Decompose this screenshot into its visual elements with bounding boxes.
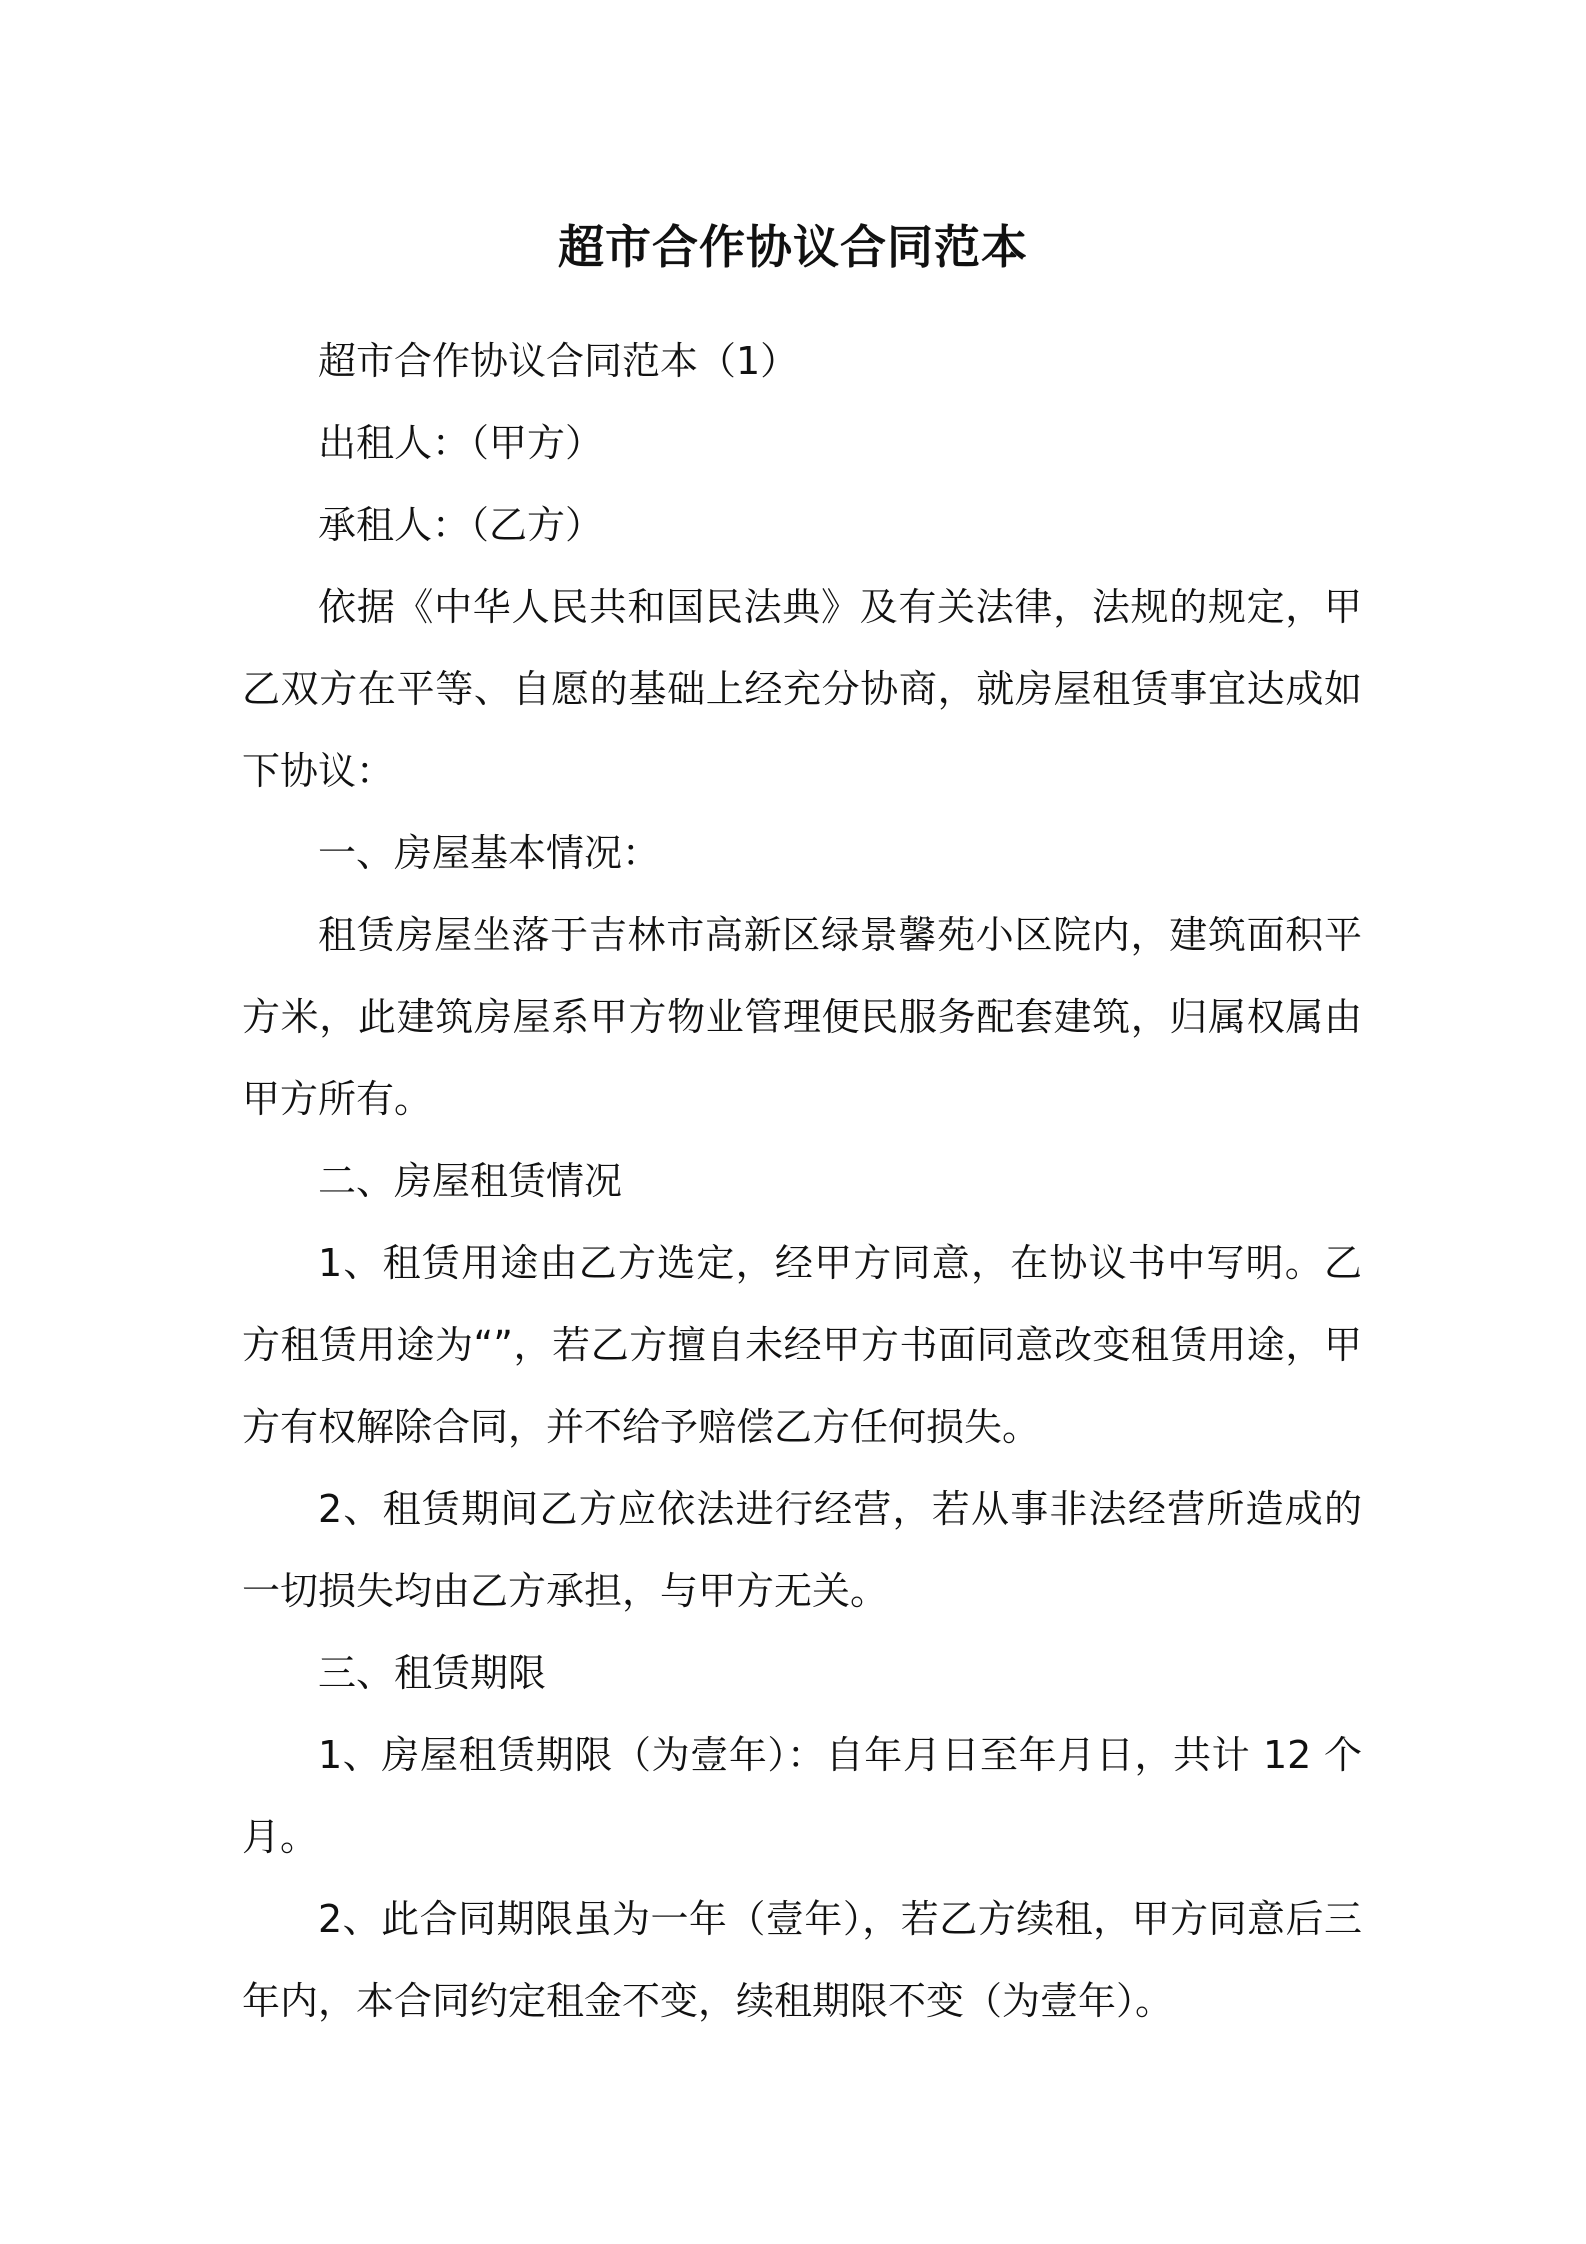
clause-legal-operation: 2、租赁期间乙方应依法进行经营，若从事非法经营所造成的一切损失均由乙方承担，与甲方无关。 xyxy=(242,1487,1362,1613)
paragraph-lessor: 出租人：（甲方） xyxy=(318,421,604,465)
section-heading-basic-info: 一、房屋基本情况： xyxy=(318,831,661,875)
document-body xyxy=(242,320,1362,2042)
section-heading-lease-situation: 二、房屋租赁情况 xyxy=(318,1159,623,1203)
clause-lease-purpose: 1、租赁用途由乙方选定，经甲方同意，在协议书中写明。乙方租赁用途为“”，若乙方擅自未经甲方书面同意改变租赁用途，甲方有权解除合同，并不给予赔偿乙方任何损失。 xyxy=(242,1241,1362,1449)
paragraph-house-location: 租赁房屋坐落于吉林市高新区绿景馨苑小区院内，建筑面积平方米，此建筑房屋系甲方物业管理便民服务配套建筑，归属权属由甲方所有。 xyxy=(242,913,1362,1121)
paragraph-lessee: 承租人：（乙方） xyxy=(318,503,604,547)
clause-renewal: 2、此合同期限虽为一年（壹年），若乙方续租，甲方同意后三年内，本合同约定租金不变，续租期限不变（为壹年）。 xyxy=(242,1897,1362,2023)
paragraph-preamble: 依据《中华人民共和国民法典》及有关法律，法规的规定，甲乙双方在平等、自愿的基础上经充分协商，就房屋租赁事宜达成如下协议： xyxy=(242,585,1362,793)
clause-term-period: 1、房屋租赁期限（为壹年）：自年月日至年月日，共计 12 个月。 xyxy=(242,1733,1362,1859)
section-heading-lease-term: 三、租赁期限 xyxy=(318,1651,547,1695)
document-title: 超市合作协议合同范本 xyxy=(558,220,1028,274)
paragraph-subtitle: 超市合作协议合同范本（1） xyxy=(318,339,799,383)
